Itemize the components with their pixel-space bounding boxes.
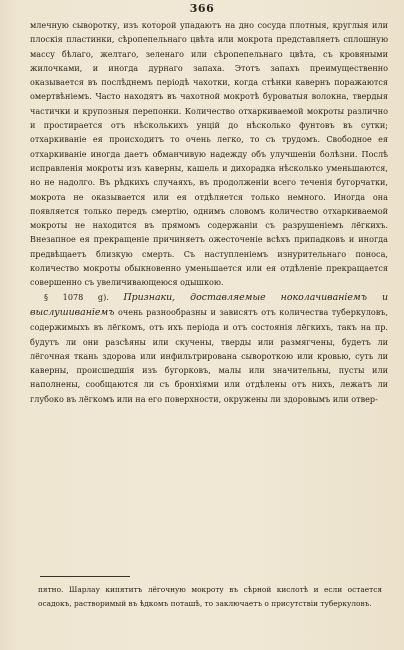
paragraph-sputum: млечную сывоpотку, изъ которой упадаютъ на дно сосуда плотныя, круглыя или плоскія пластинки, сѣропепельнаго цвѣта или мокрота представляетъ сплошную массу бѣлаго, желтаго, зеленаго или сѣропепельнаго цвѣта, съ кровяными жилочками, и иногда дурнаго запаха. Этотъ запахъ преимущественно оказывается въ послѣднемъ періодѣ чахотки, когда стѣнки кавернъ поражаются омертвѣніемъ. Часто находятъ въ чахотной мокротѣ буроватыя волокна, твердыя частички и крупозныя перепонки. Количество отхаркиваемой мокроты различно и простирается отъ нѣсколькихъ унцій до нѣсколько фунтовъ въ сутки; отхаркиваніе ея происходитъ то очень легко, то съ трудомъ. Свободное ея отхаркиваніе иногда даетъ обманчивую надежду объ улучшеніи болѣзни. Послѣ исправленія мокроты изъ каверны, кашель и дихорадка нѣсколько уменьшаются, но не надолго. Въ рѣдкихъ случаяхъ, въ продолженіи всего теченія бугорчатки, мокрота не оказывается или ея отдѣляется только немного. Иногда она появляется только передъ смертію, однимъ словомъ количество отхаркиваемой мокроты не находится въ прямомъ содержаніи съ разрушеніемъ лёгкихъ. Внезапное ея прекращеніе причиняетъ ожесточеніе всѣхъ припадковъ и иногда предвѣщаетъ близкую смерть. Съ наступленіемъ изнурительнаго поноса, количество мокроты обыкновенно уменьшается или ея отдѣленіе прекращается совершенно съ увеличивающеюся одышкою. bbox=[30, 20, 388, 288]
section-1078g bbox=[30, 290, 388, 406]
section-heading: Признаки, доставляемые ноколачиваніемъ и выслушиваніемъ bbox=[30, 291, 389, 318]
body-text bbox=[30, 18, 388, 406]
page-number: 366 bbox=[189, 2, 215, 15]
paragraph-signs: очень разнообразны и зависятъ отъ количества туберкуловъ, содержимыхъ въ лёгкомъ, отъ ихъ періода и отъ состоянія лёгкихъ, такъ на пр. будутъ ли они разсѣяны или скучены, тверды или размягчены, будетъ ли лёгочная ткань здорова или инфильтрирована сывороткою или кровью, суть ли каверны, происшедшія изъ бугорковъ, малы или значительны, пусты или наполнены, сообщаются ли съ бронхіями или отдѣлены отъ нихъ, лежатъ ли глубоко въ лёгкомъ или на его поверхности, окружены ли здоровымъ или отвер- bbox=[30, 306, 388, 404]
footnote-rule bbox=[40, 576, 130, 577]
footnote: пятно. Шарлау кипятитъ лёгочную мокроту въ сѣрной кислотѣ и если остается осадокъ, растворимый въ ѣдкомъ поташѣ, то заключаетъ о присутствіи туберкуловъ. bbox=[38, 585, 382, 608]
section-number: § 1078 g). bbox=[44, 291, 109, 302]
